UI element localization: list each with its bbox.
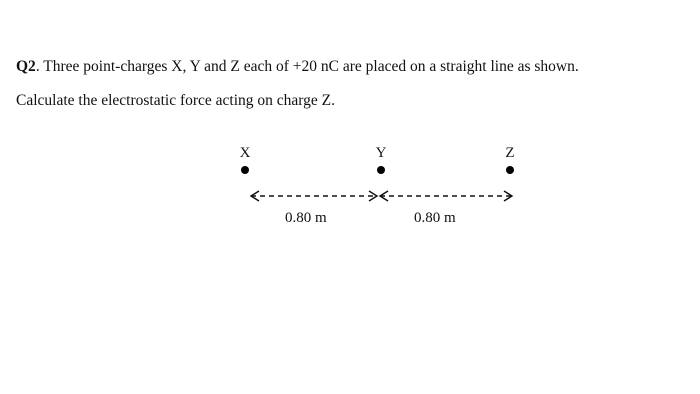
question-number: Q2 [16, 58, 36, 75]
charge-z-label: Z [505, 145, 515, 161]
question-line-2: Calculate the electrostatic force acting on charge Z. [16, 92, 336, 109]
question-statement: . Three point-charges X, Y and Z each of +20 nC are placed on a straight line as shown. [35, 58, 579, 75]
distance-label-xy: 0.80 m [285, 210, 327, 226]
charge-x-label: X [239, 145, 251, 161]
distance-label-yz: 0.80 m [414, 210, 456, 226]
charge-y-label: Y [375, 145, 387, 161]
